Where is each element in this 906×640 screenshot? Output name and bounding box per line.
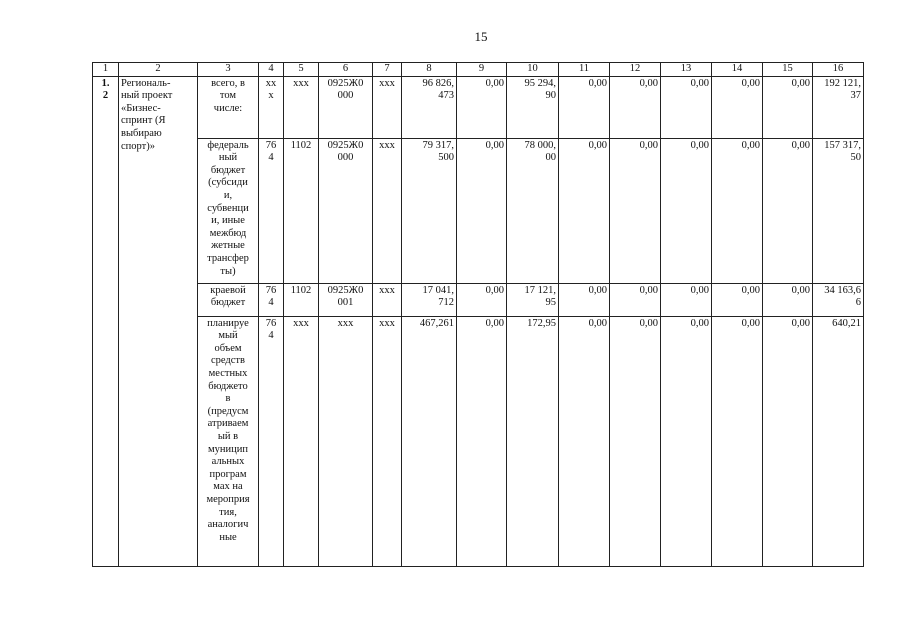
funding-source: федераль ный бюджет (субсиди и, субвенци и, иные межбюд жетные трансфер ты) <box>198 138 259 283</box>
total-cell: 34 163,6 6 <box>813 283 864 316</box>
value-cell: 0,00 <box>763 316 813 566</box>
total-cell: 640,21 <box>813 316 864 566</box>
header-row <box>93 63 864 77</box>
expense-code: ххх <box>373 138 402 283</box>
value-cell: 0,00 <box>559 283 610 316</box>
header-cell: 10 <box>507 63 559 77</box>
header-cell: 13 <box>661 63 712 77</box>
budget-table <box>92 62 864 567</box>
section-code: ххх <box>284 76 319 138</box>
target-code: 0925Ж0 000 <box>319 76 373 138</box>
value-cell: 0,00 <box>712 76 763 138</box>
value-cell: 0,00 <box>559 316 610 566</box>
value-cell: 0,00 <box>661 138 712 283</box>
section-code: ххх <box>284 316 319 566</box>
value-cell: 0,00 <box>661 76 712 138</box>
value-cell: 0,00 <box>610 138 661 283</box>
header-cell: 8 <box>402 63 457 77</box>
header-cell: 16 <box>813 63 864 77</box>
value-cell: 0,00 <box>610 76 661 138</box>
value-cell: 0,00 <box>559 138 610 283</box>
value-cell: 17 121, 95 <box>507 283 559 316</box>
header-cell: 1 <box>93 63 119 77</box>
expense-code: ххх <box>373 283 402 316</box>
admin-code: хх х <box>259 76 284 138</box>
funding-source: краевой бюджет <box>198 283 259 316</box>
header-cell: 5 <box>284 63 319 77</box>
funding-source: планируе мый объем средств местных бюджето в (предусм атриваем ый в муницип альных програм мах на мероприя тия, аналогич ные <box>198 316 259 566</box>
section-code: 1102 <box>284 138 319 283</box>
item-number: 1. 2 <box>93 76 119 566</box>
page-number: 15 <box>474 29 488 44</box>
value-cell: 0,00 <box>712 316 763 566</box>
header-cell: 4 <box>259 63 284 77</box>
header-cell: 14 <box>712 63 763 77</box>
value-cell: 0,00 <box>661 283 712 316</box>
target-code: 0925Ж0 000 <box>319 138 373 283</box>
value-cell: 0,00 <box>457 138 507 283</box>
header-cell: 11 <box>559 63 610 77</box>
value-cell: 0,00 <box>457 76 507 138</box>
admin-code: 76 4 <box>259 316 284 566</box>
total-cell: 192 121, 37 <box>813 76 864 138</box>
value-cell: 0,00 <box>610 316 661 566</box>
admin-code: 76 4 <box>259 283 284 316</box>
header-cell: 15 <box>763 63 813 77</box>
value-cell: 0,00 <box>559 76 610 138</box>
value-cell: 0,00 <box>457 283 507 316</box>
value-cell: 96 826, 473 <box>402 76 457 138</box>
table-row <box>93 283 864 316</box>
value-cell: 0,00 <box>712 283 763 316</box>
admin-code: 76 4 <box>259 138 284 283</box>
header-cell: 3 <box>198 63 259 77</box>
value-cell: 172,95 <box>507 316 559 566</box>
value-cell: 79 317, 500 <box>402 138 457 283</box>
funding-source: всего, в том числе: <box>198 76 259 138</box>
value-cell: 95 294, 90 <box>507 76 559 138</box>
value-cell: 0,00 <box>763 138 813 283</box>
header-cell: 6 <box>319 63 373 77</box>
value-cell: 467,261 <box>402 316 457 566</box>
target-code: ххх <box>319 316 373 566</box>
header-cell: 7 <box>373 63 402 77</box>
value-cell: 0,00 <box>457 316 507 566</box>
section-code: 1102 <box>284 283 319 316</box>
header-cell: 2 <box>119 63 198 77</box>
target-code: 0925Ж0 001 <box>319 283 373 316</box>
value-cell: 0,00 <box>610 283 661 316</box>
value-cell: 0,00 <box>763 76 813 138</box>
value-cell: 0,00 <box>661 316 712 566</box>
expense-code: ххх <box>373 76 402 138</box>
expense-code: ххх <box>373 316 402 566</box>
header-cell: 9 <box>457 63 507 77</box>
value-cell: 0,00 <box>763 283 813 316</box>
value-cell: 17 041, 712 <box>402 283 457 316</box>
header-cell: 12 <box>610 63 661 77</box>
value-cell: 0,00 <box>712 138 763 283</box>
table-row <box>93 316 864 566</box>
table-row <box>93 138 864 283</box>
project-name: Региональ- ный проект «Бизнес- спринт (Я выбираю спорт)» <box>119 76 198 566</box>
value-cell: 78 000, 00 <box>507 138 559 283</box>
table-row <box>93 76 864 138</box>
total-cell: 157 317, 50 <box>813 138 864 283</box>
